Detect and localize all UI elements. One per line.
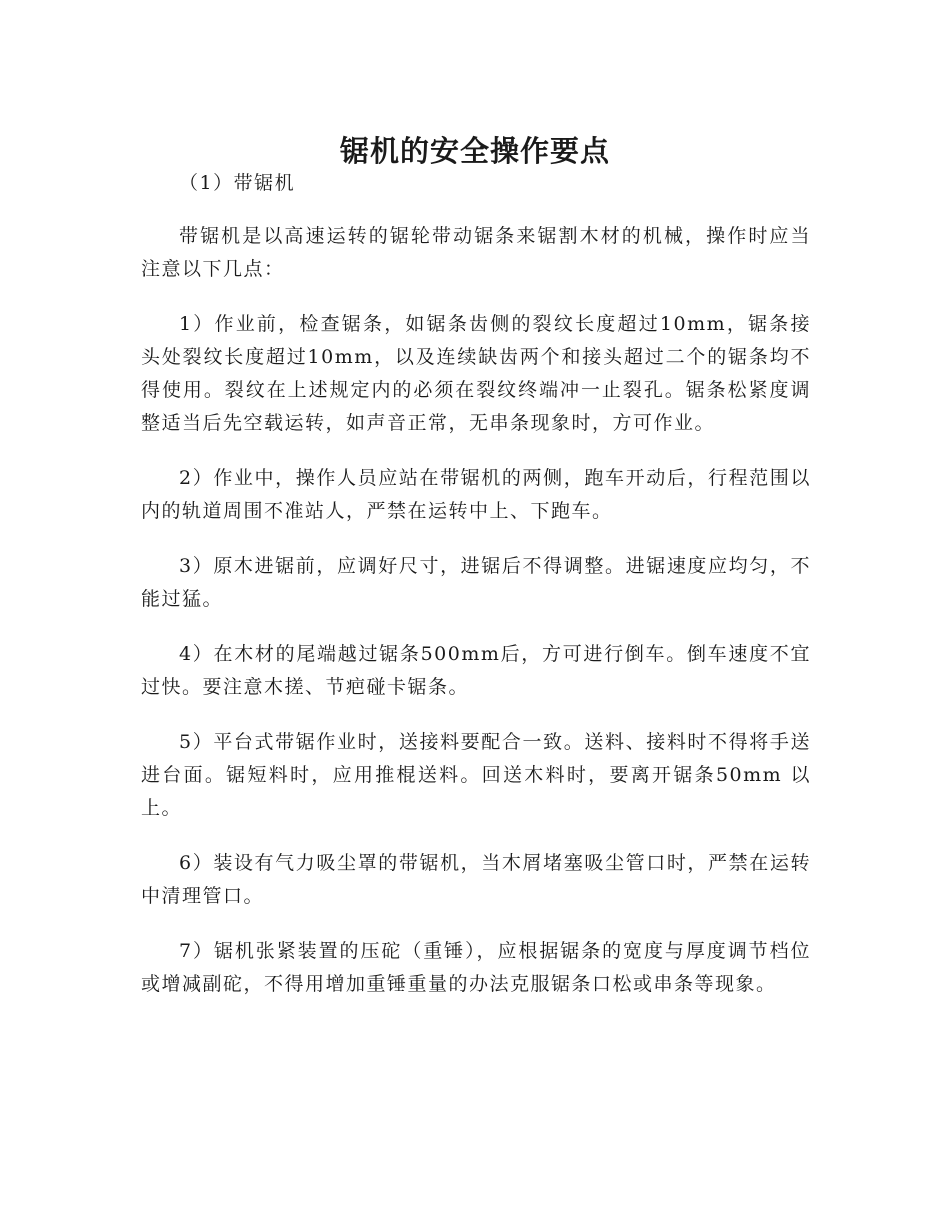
document-body [141, 167, 811, 1023]
section-heading: （1）带锯机 [179, 172, 296, 194]
paragraph-item-6: 6）装设有气力吸尘罩的带锯机，当木屑堵塞吸尘管口时，严禁在运转中清理管口。 [141, 852, 811, 907]
paragraph-item-2: 2）作业中，操作人员应站在带锯机的两侧，跑车开动后，行程范围以内的轨道周围不准站人，严禁在运转中上、下跑车。 [141, 467, 811, 522]
paragraph-item-5: 5）平台式带锯作业时，送接料要配合一致。送料、接料时不得将手送进台面。锯短料时，应用推棍送料。回送木料时，要离开锯条50mm 以上。 [141, 731, 811, 819]
paragraph-item-7: 7）锯机张紧装置的压砣（重锤），应根据锯条的宽度与厚度调节档位或增减副砣，不得用增加重锤重量的办法克服锯条口松或串条等现象。 [141, 940, 811, 995]
paragraph-intro: 带锯机是以高速运转的锯轮带动锯条来锯割木材的机械，操作时应当注意以下几点： [141, 225, 811, 280]
paragraph-item-4: 4）在木材的尾端越过锯条500mm后，方可进行倒车。倒车速度不宜过快。要注意木搓、节疤碰卡锯条。 [141, 643, 811, 698]
paragraph-item-1: 1）作业前，检查锯条，如锯条齿侧的裂纹长度超过10mm，锯条接头处裂纹长度超过10mm，以及连续缺齿两个和接头超过二个的锯条均不得使用。裂纹在上述规定内的必须在裂纹终端冲一止裂孔。锯条松紧度调整适当后先空载运转，如声音正常，无串条现象时，方可作业。 [141, 313, 811, 434]
page-title: 锯机的安全操作要点 [339, 134, 610, 169]
paragraph-item-3: 3）原木进锯前，应调好尺寸，进锯后不得调整。进锯速度应均匀，不能过猛。 [141, 555, 811, 610]
